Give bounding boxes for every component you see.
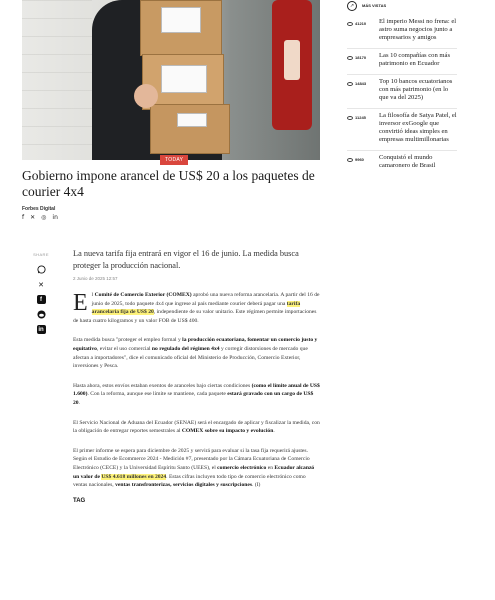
linkedin-icon[interactable]: in (52, 214, 58, 221)
instagram-icon[interactable]: ◎ (41, 214, 47, 221)
facebook-icon[interactable]: f (22, 214, 25, 221)
view-count: 18170 (347, 52, 373, 60)
hero-image (22, 0, 320, 160)
paragraph-3: Hasta ahora, estos envíos estaban exentos de aranceles bajo ciertas condiciones (como el límite anual de US$ 1.600). Con la reforma, aunque ese límite se mantiene, cada paquete estará gravado con un cargo de US$ 20. (73, 382, 320, 406)
article-body (73, 248, 321, 504)
view-count: 9960 (347, 154, 373, 162)
view-count: 14843 (347, 78, 373, 86)
sidebar-item[interactable] (347, 109, 457, 151)
highlight-ecommerce-value: US$ 4.618 millones en 2024 (101, 473, 167, 480)
linkedin-share-icon[interactable]: in (38, 326, 44, 333)
sidebar-item-title[interactable]: El imperio Messi no frena: el astro suma negocios junto a empresarios y amigos (379, 18, 457, 41)
sidebar-item-title[interactable]: Top 10 bancos ecuatorianos con más patrimonio (en lo que va del 2025) (379, 78, 453, 101)
trending-icon: ↗ (347, 1, 357, 11)
eye-icon (347, 116, 353, 120)
view-count: 11245 (347, 112, 373, 120)
eye-icon (347, 22, 353, 26)
whatsapp-icon[interactable] (37, 265, 46, 274)
article-author[interactable]: Forbes Digital (22, 206, 56, 212)
article-date: 2 Junio de 2025 12:57 (73, 276, 118, 281)
x-share-icon[interactable]: ✕ (38, 280, 44, 289)
article-headline: Gobierno impone arancel de US$ 20 a los paquetes de courier 4x4 (22, 168, 315, 199)
share-rail (34, 252, 48, 334)
paragraph-1: El Comité de Comercio Exterior (COMEX) aprobó una nueva reforma arancelaria. A partir del 16 de junio de 2025, todo paquete 4x4 que ingrese al país mediante courier deberá pagar una tarifa arancelaria fija de US$ 20, independiente de su valor unitario. Este régimen permite importaciones de hasta cuatro kilogramos y un valor FOB de US$ 400. (73, 290, 320, 324)
most-viewed-header (347, 0, 457, 12)
sidebar-item[interactable] (347, 75, 457, 109)
article-lead: La nueva tarifa fija entrará en vigor el 16 de junio. La medida busca proteger la producción nacional. (73, 249, 299, 270)
drop-cap: E (73, 290, 88, 316)
author-social-links (22, 214, 58, 221)
highlight-tariff: tarifa arancelaria fija de US$ 20 (91, 300, 301, 316)
eye-icon (347, 56, 353, 60)
sidebar-item-title[interactable]: Conquistó el mundo camaronero de Brasil (379, 154, 436, 169)
eye-icon (347, 158, 353, 162)
paragraph-2: Esta medida busca "proteger el empleo formal y la producción ecuatoriana, fomentar un comercio justo y equitativo, evitar el uso comercial no regulado del régimen 4x4 y corregir distorsiones de mercado que afectan a importadores", dice el comunicado oficial del Ministerio de Producción, Comercio Exterior, inversiones y Pesca. (73, 337, 318, 370)
eye-icon (347, 82, 353, 86)
view-count: 41210 (347, 18, 373, 26)
paragraph-5: El primer informe se espera para diciembre de 2025 y servirá para evaluar si la tasa fija requerirá ajustes. Según el Estudio de Ecommerce 2024 - Medición #7, presentado por la Cámara Ecuatoriana de Comercio Electrónico (CECE) y la Universidad Espíritu Santo (UEES), el comercio electrónico en Ecuador alcanzó un valor de US$ 4.618 millones en 2024. Estas cifras incluyen todo tipo de comercio electrónico como ventas nacionales, ventas transfronterizas, servicios digitales y suscripciones. (I) (73, 447, 315, 489)
category-tag[interactable]: TODAY (160, 155, 188, 165)
share-label: SHARE (33, 252, 49, 257)
sidebar-item-title[interactable]: Las 10 compañías con más patrimonio en Ecuador (379, 52, 451, 67)
facebook-share-icon[interactable]: f (37, 295, 46, 304)
sidebar-item[interactable] (347, 12, 457, 49)
most-viewed-sidebar (347, 0, 457, 176)
x-icon[interactable]: ✕ (30, 214, 36, 221)
most-viewed-title: MÁS VISTAS (362, 2, 387, 8)
sidebar-item[interactable] (347, 151, 457, 176)
reddit-icon[interactable] (37, 310, 46, 319)
tags-heading: TAG (73, 497, 86, 504)
paragraph-4: El Servicio Nacional de Aduana del Ecuador (SENAE) será el encargado de aplicar y fiscalizar la medida, con la obligación de entregar reportes semestrales al COMEX sobre su impacto y evolución. (73, 419, 320, 435)
sidebar-item-title[interactable]: La filosofía de Satya Patel, el inversor exGoogle que convirtió ideas simples en empresas multimillonarias (379, 112, 457, 143)
sidebar-item[interactable] (347, 49, 457, 75)
